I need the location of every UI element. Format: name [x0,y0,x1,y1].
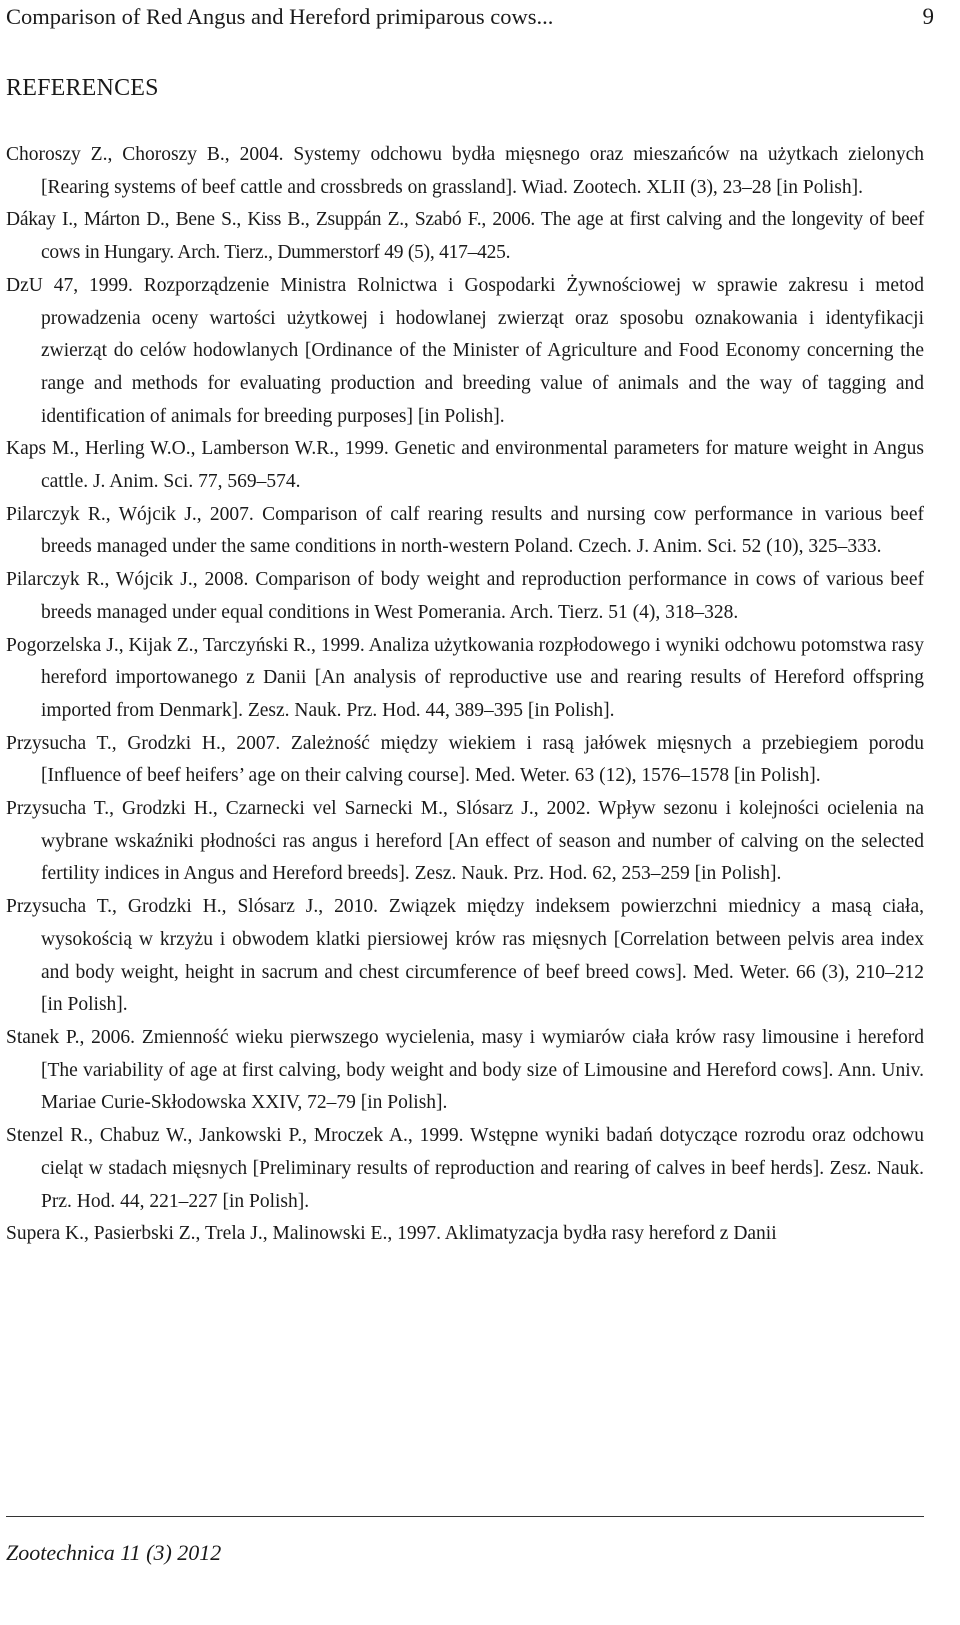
footer-journal-citation: Zootechnica 11 (3) 2012 [6,1540,222,1565]
references-heading: REFERENCES [6,75,159,101]
reference-item-choroszy-2004: Choroszy Z., Choroszy B., 2004. Systemy odchowu bydła mięsnego oraz mieszańców na użytkach zielonych [Rearing systems of beef cattle and crossbreds on grassland]. Wiad. Zootech. XLII (3), 23–28 [in Polish]. [6,144,924,198]
reference-item-przysucha-2010: Przysucha T., Grodzki H., Slósarz J., 2010. Związek między indeksem powierzchni miednicy a masą ciała, wysokością w krzyżu i obwodem klatki piersiowej krów ras mięsnych [Correlation between pelvis area index and body weight, height in sacrum and chest circumference of beef breed cows]. Med. Weter. 66 (3), 210–212 [in Polish]. [6,896,924,1016]
page-number: 9 [922,4,934,29]
reference-item-stanek-2006: Stanek P., 2006. Zmienność wieku pierwszego wycielenia, masy i wymiarów ciała krów rasy limousine i hereford [The variability of age at first calving, body weight and body size of Limousine and Hereford cows]. Ann. Univ. Mariae Curie-Skłodowska XXIV, 72–79 [in Polish]. [6,1026,924,1114]
reference-item-dzu-1999: DzU 47, 1999. Rozporządzenie Ministra Rolnictwa i Gospodarki Żywnościowej w sprawie zakresu i metod prowadzenia oceny wartości użytkowej i hodowlanej zwierząt oraz sposobu oznakowania i identyfikacji zwierząt do celów hodowlanych [Ordinance of the Minister of Agriculture and Food Economy concerning the range and methods for evaluating production and breeding value of animals and the way of tagging and identification of animals for breeding purposes] [in Polish]. [6,274,924,427]
reference-item-pilarczyk-2008: Pilarczyk R., Wójcik J., 2008. Comparison of body weight and reproduction performance in cows of various beef breeds managed under equal conditions in West Pomerania. Arch. Tierz. 51 (4), 318–328. [6,569,924,623]
reference-item-przysucha-2002: Przysucha T., Grodzki H., Czarnecki vel Sarnecki M., Slósarz J., 2002. Wpływ sezonu i kolejności ocielenia na wybrane wskaźniki płodności ras angus i hereford [An effect of season and number of calving on the selected fertility indices in Angus and Hereford breeds]. Zesz. Nauk. Prz. Hod. 62, 253–259 [in Polish]. [6,798,924,885]
reference-item-dakay-2006: Dákay I., Márton D., Bene S., Kiss B., Zsuppán Z., Szabó F., 2006. The age at first calving and the longevity of beef cows in Hungary. Arch. Tierz., Dummerstorf 49 (5), 417–425. [6,209,924,264]
footer-divider [6,1516,924,1517]
reference-item-supera-1997: Supera K., Pasierbski Z., Trela J., Malinowski E., 1997. Aklimatyzacja bydła rasy hereford z Danii [6,1223,777,1245]
references-list [6,139,924,1251]
running-head-title: Comparison of Red Angus and Hereford primiparous cows... [6,4,554,29]
reference-item-przysucha-2007: Przysucha T., Grodzki H., 2007. Zależność między wiekiem i rasą jałówek mięsnych a przebiegiem porodu [Influence of beef heifers’ age on their calving course]. Med. Weter. 63 (12), 1576–1578 [in Polish]. [6,732,924,787]
reference-item-kaps-1999: Kaps M., Herling W.O., Lamberson W.R., 1999. Genetic and environmental parameters for mature weight in Angus cattle. J. Anim. Sci. 77, 569–574. [6,438,924,493]
reference-item-pogorzelska-1999: Pogorzelska J., Kijak Z., Tarczyński R., 1999. Analiza użytkowania rozpłodowego i wyniki odchowu potomstwa rasy hereford importowanego z Danii [An analysis of reproductive use and rearing results of Hereford offspring imported from Denmark]. Zesz. Nauk. Prz. Hod. 44, 389–395 [in Polish]. [6,634,924,721]
reference-item-stenzel-1999: Stenzel R., Chabuz W., Jankowski P., Mroczek A., 1999. Wstępne wyniki badań dotyczące rozrodu oraz odchowu cieląt w stadach mięsnych [Preliminary results of reproduction and rearing of calves in beef herds]. Zesz. Nauk. Prz. Hod. 44, 221–227 [in Polish]. [6,1125,924,1212]
reference-item-pilarczyk-2007: Pilarczyk R., Wójcik J., 2007. Comparison of calf rearing results and nursing cow performance in various beef breeds managed under the same conditions in north-western Poland. Czech. J. Anim. Sci. 52 (10), 325–333. [6,503,924,558]
